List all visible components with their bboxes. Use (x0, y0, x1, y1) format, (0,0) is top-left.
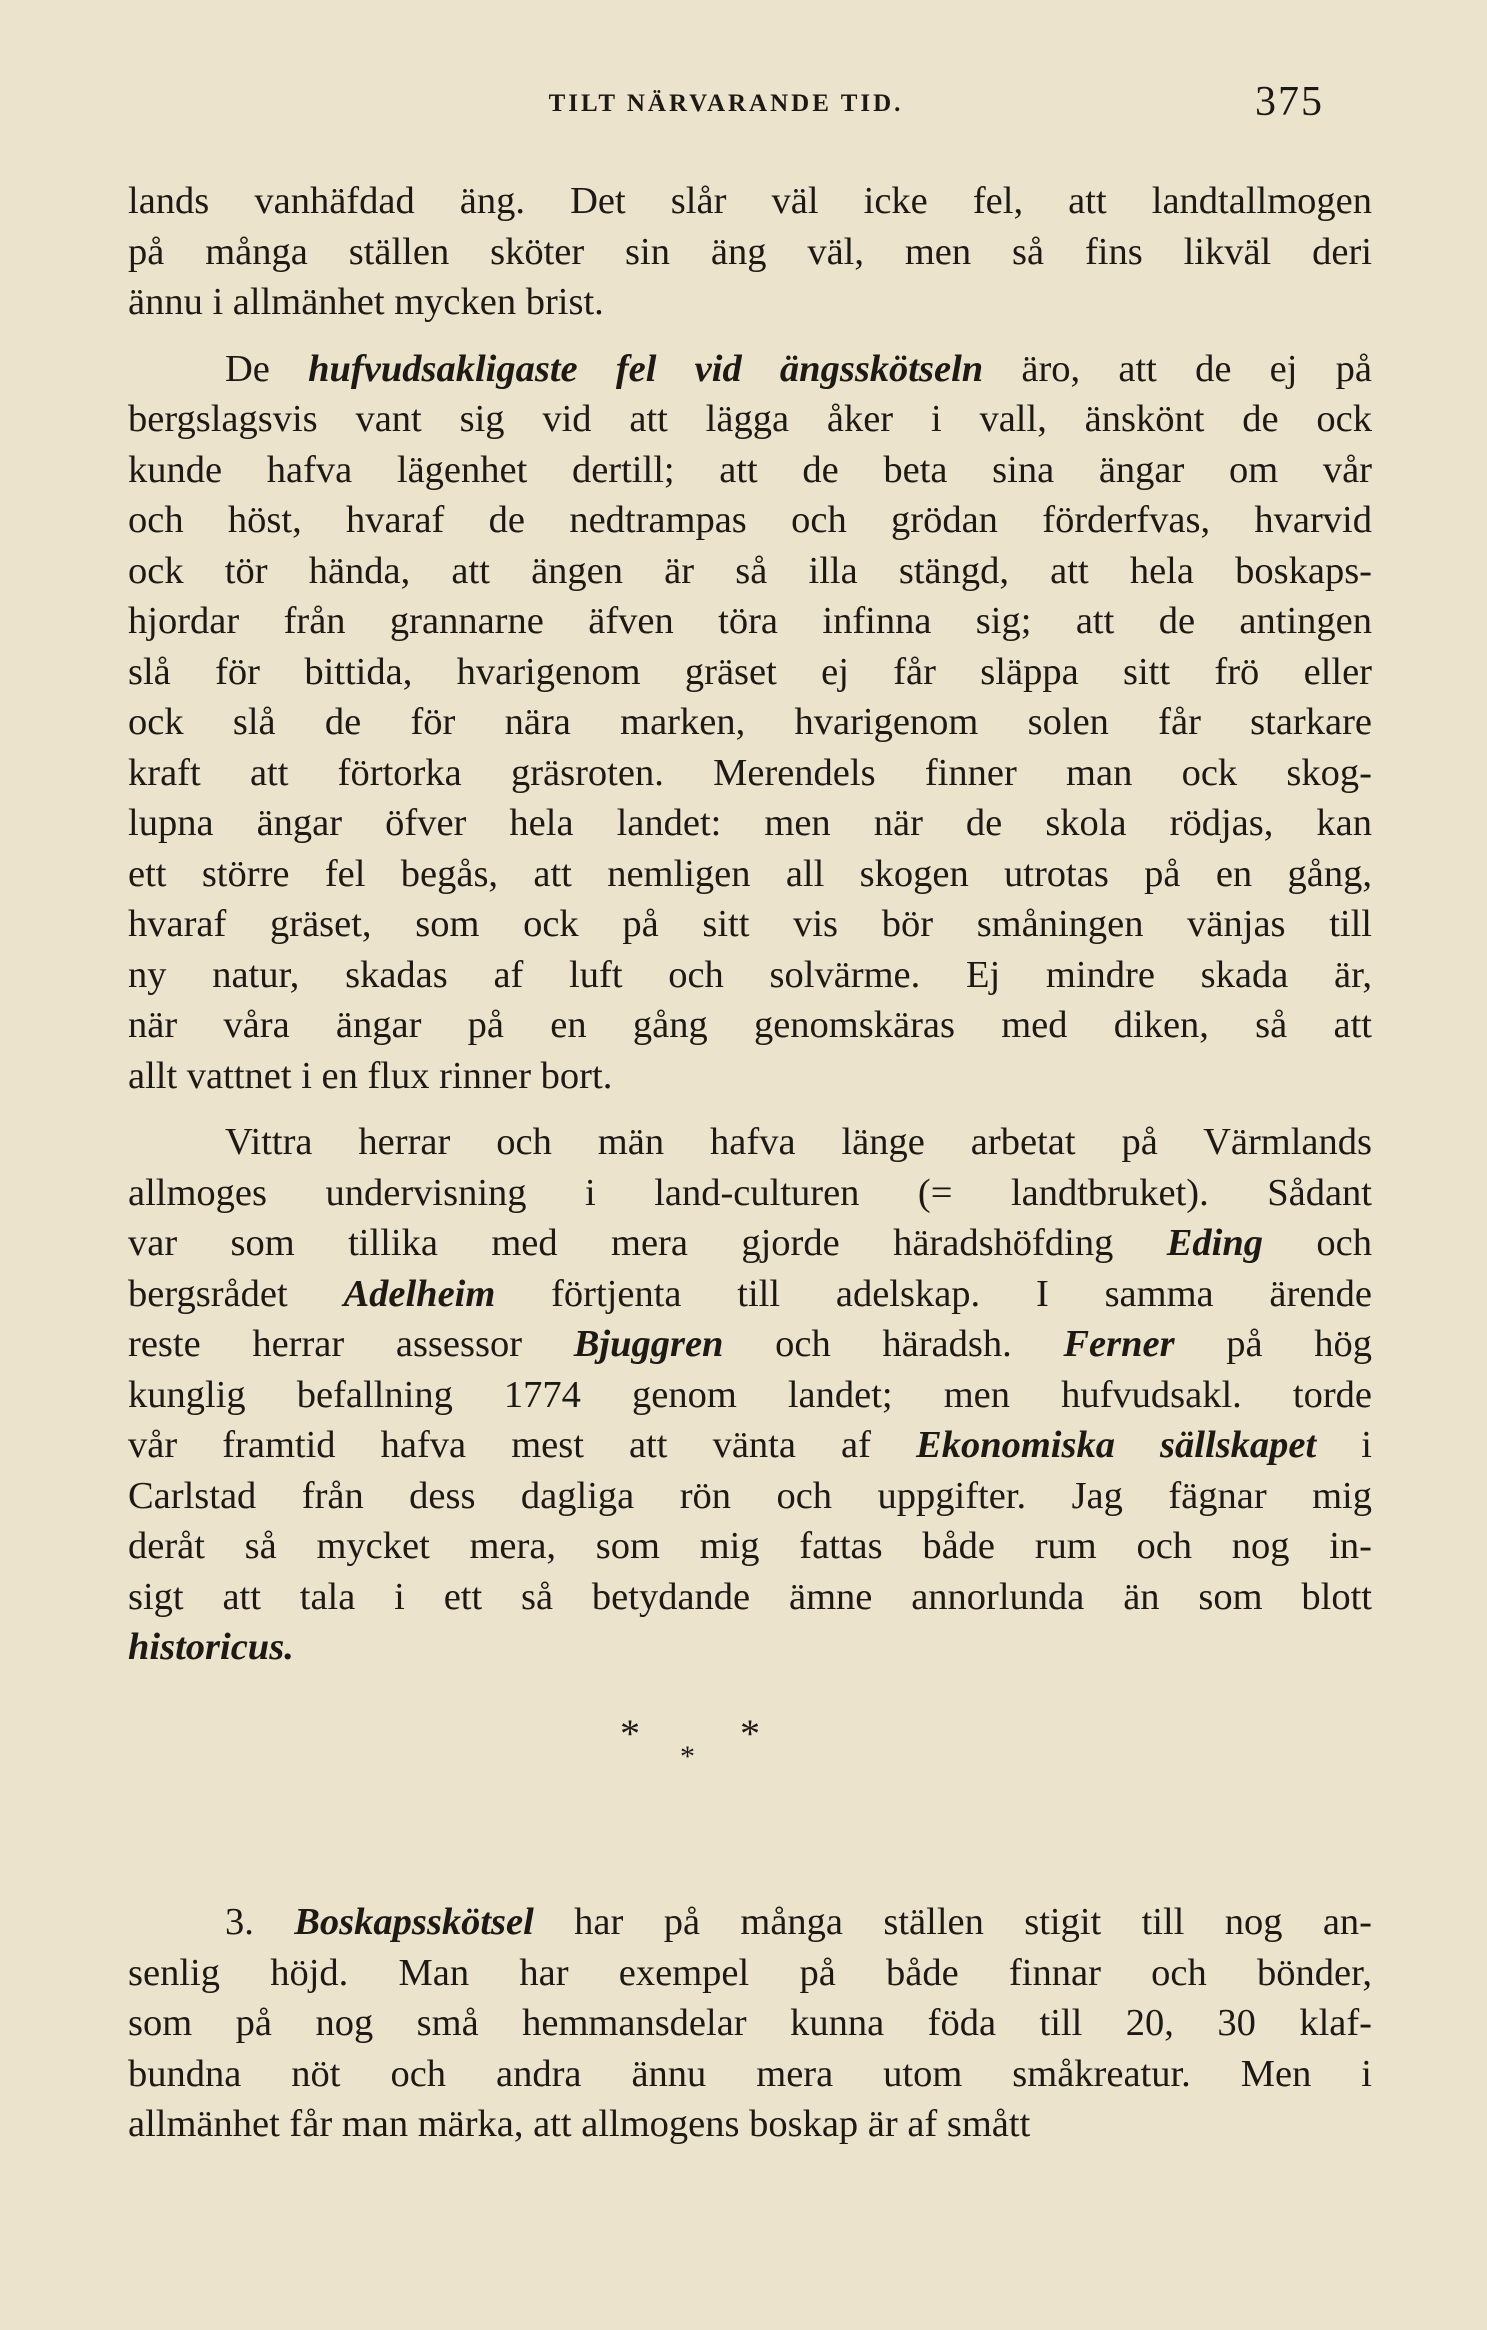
paragraph (128, 176, 1372, 328)
text-line (128, 546, 1372, 597)
page-number: 375 (1255, 79, 1324, 125)
paragraph (128, 1117, 1372, 1673)
asterisk: * (620, 1711, 640, 1756)
running-head: TILT NÄRVARANDE TID. (548, 90, 904, 117)
paragraph (128, 344, 1372, 1102)
text-line (128, 1948, 1372, 1999)
text-run: lands vanhäfdad äng. Det slår väl icke fel, att landtallmogen (128, 180, 1372, 222)
text-run: De (225, 347, 309, 390)
text-line (128, 1998, 1372, 2049)
text-run: som på nog små hemmansdelar kunna föda till 20, 30 klaf- (128, 2002, 1372, 2044)
text-run: ock tör hända, att ängen är så illa stängd, att hela boskaps- (128, 549, 1372, 592)
italic-text: Eding (1166, 1222, 1264, 1264)
text-run: bundna nöt och andra ännu mera utom småkreatur. Men i (128, 2052, 1372, 2095)
section-separator (580, 1710, 920, 1790)
text-line (128, 1521, 1372, 1572)
text-run: allt vattnet i en flux rinner bort. (128, 1054, 613, 1097)
text-run: och (1263, 1222, 1372, 1264)
text-run: hvaraf gräset, som ock på sitt vis bör småningen vänjas till (128, 903, 1372, 945)
text-line (128, 1572, 1372, 1623)
text-line (128, 445, 1372, 496)
text-run: vår framtid hafva mest att vänta af (128, 1424, 917, 1466)
text-line (128, 495, 1372, 546)
text-line (128, 647, 1372, 698)
text-line (128, 748, 1372, 799)
text-line (128, 1471, 1372, 1522)
asterisk: * (740, 1711, 760, 1756)
text-line (128, 277, 1372, 328)
text-line (128, 1269, 1372, 1320)
text-run: och höst, hvaraf de nedtrampas och grödan förderfvas, hvarvid (128, 499, 1372, 541)
text-line (128, 1370, 1372, 1421)
text-line (128, 950, 1372, 1001)
text-run: i (1316, 1424, 1372, 1466)
text-line (128, 697, 1372, 748)
text-line (128, 176, 1372, 227)
text-line (128, 394, 1372, 445)
text-run: kraft att förtorka gräsroten. Merendels finner man ock skog- (128, 751, 1372, 794)
text-run: har på många ställen stigit till nog an- (533, 1901, 1372, 1943)
text-line (128, 1420, 1372, 1471)
text-run: Carlstad från dess dagliga rön och uppgifter. Jag fägnar mig (128, 1474, 1372, 1517)
text-run: ock slå de för nära marken, hvarigenom solen får starkare (128, 701, 1372, 743)
main-text (128, 176, 1372, 1673)
text-line (128, 2049, 1372, 2100)
text-run: förtjenta till adelskap. I samma ärende (495, 1272, 1372, 1315)
text-run: ny natur, skadas af luft och solvärme. Ej mindre skada är, (128, 953, 1372, 996)
italic-text: Boskapsskötsel (294, 1901, 534, 1943)
italic-text: Adelheim (343, 1272, 496, 1315)
text-run: lupna ängar öfver hela landet: men när de skola rödjas, kan (128, 802, 1372, 844)
italic-text: historicus. (128, 1626, 294, 1668)
text-run: senlig höjd. Man har exempel på både finnar och bönder, (128, 1951, 1372, 1994)
section-3-text (128, 1897, 1372, 2150)
text-run: på många ställen sköter sin äng väl, men så fins likväl deri (128, 230, 1372, 273)
text-line (128, 1117, 1372, 1168)
text-line (128, 1218, 1372, 1269)
text-run: ett större fel begås, att nemligen all skogen utrotas på en gång, (128, 852, 1372, 895)
text-run: allmoges undervisning i land-culturen (= landtbruket). Sådant (128, 1171, 1372, 1214)
italic-text: Bjuggren (573, 1323, 724, 1365)
text-line (128, 1051, 1372, 1102)
text-line (128, 899, 1372, 950)
text-run: och häradsh. (723, 1323, 1064, 1365)
text-run: allmänhet får man märka, att allmogens boskap är af smått (128, 2103, 1031, 2145)
text-line (128, 1168, 1372, 1219)
text-run: när våra ängar på en gång genomskäras med diken, så att (128, 1004, 1372, 1046)
text-run: äro, att de ej på (983, 347, 1372, 390)
text-run: på hög (1174, 1323, 1372, 1365)
text-run: deråt så mycket mera, som mig fattas både rum och nog in- (128, 1525, 1372, 1567)
text-line (128, 849, 1372, 900)
text-run: slå för bittida, hvarigenom gräset ej får släppa sitt frö eller (128, 650, 1372, 693)
text-run: sigt att tala i ett så betydande ämne annorlunda än som blott (128, 1575, 1372, 1618)
text-line (128, 798, 1372, 849)
italic-text: Ferner (1063, 1323, 1175, 1365)
text-run: kunglig befallning 1774 genom landet; men hufvudsakl. torde (128, 1373, 1372, 1416)
text-line (128, 1000, 1372, 1051)
text-line (128, 1319, 1372, 1370)
text-run: bergslagsvis vant sig vid att lägga åker i vall, änskönt de ock (128, 398, 1372, 440)
text-run: bergsrådet (128, 1272, 344, 1315)
italic-text: hufvudsakligaste fel vid ängsskötseln (308, 347, 984, 390)
text-run: var som tillika med mera gjorde häradshöfding (128, 1222, 1167, 1264)
text-run: ännu i allmänhet mycken brist. (128, 281, 604, 323)
text-line (128, 1622, 1372, 1673)
text-run: Vittra herrar och män hafva länge arbetat på Värmlands (225, 1121, 1372, 1163)
text-run: kunde hafva lägenhet dertill; att de beta sina ängar om vår (128, 448, 1372, 491)
text-line (128, 227, 1372, 278)
text-line (128, 596, 1372, 647)
text-run: reste herrar assessor (128, 1323, 574, 1365)
text-line (128, 1897, 1372, 1948)
text-line (128, 2099, 1372, 2150)
italic-text: Ekonomiska sällskapet (916, 1424, 1317, 1466)
text-line (128, 344, 1372, 395)
asterisk: * (680, 1740, 695, 1773)
page-header (128, 78, 1324, 128)
text-run: hjordar från grannarne äfven töra infinna sig; att de antingen (128, 600, 1372, 642)
text-run: 3. (225, 1901, 295, 1943)
